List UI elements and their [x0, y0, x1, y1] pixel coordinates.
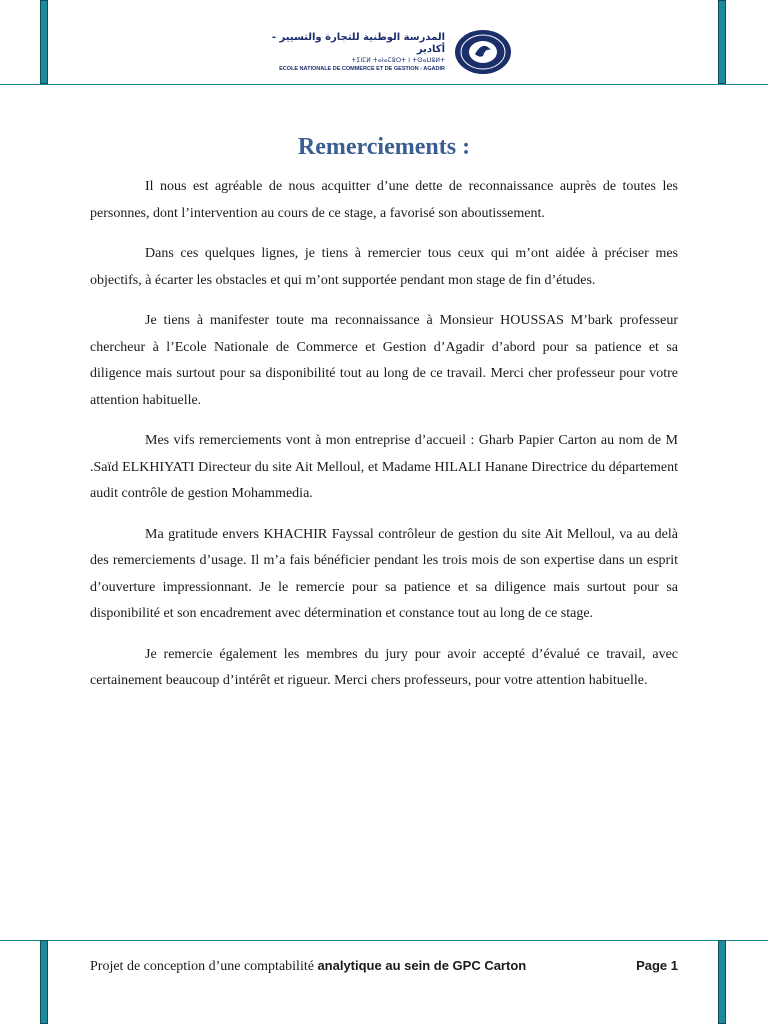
- logo-tifinagh-text: ⵜⵉⵏⵎⵍ ⵜⴰⵏⴰⵎⵓⵔⵜ ⵏ ⵜⵙⴰⵡⵓⵍⵜ: [351, 56, 445, 64]
- footer-plain-text: Projet de conception d’une comptabilité: [90, 959, 318, 974]
- paragraph-5: Ma gratitude envers KHACHIR Fayssal contrôleur de gestion du site Ait Melloul, va au delà des remerciements d’usage. Il m’a fais bénéficier pendant les trois mois de son expertise dans un esprit d’ouverture impressionnant. Je le remercie pour sa patience et sa diligence mais surtout pour sa disponibilité et son encadrement avec détermination et constance tout au long de ce stage.: [90, 526, 678, 621]
- university-seal-icon: [453, 28, 513, 76]
- bottom-left-bar: [40, 940, 48, 1024]
- header-rule: [0, 84, 768, 85]
- logo-text: [245, 32, 453, 73]
- paragraph-1: Il nous est agréable de nous acquitter d’une dette de reconnaissance auprès de toutes les personnes, dont l’intervention au cours de ce stage, a favorisé son aboutissement.: [90, 179, 678, 221]
- footer-rule: [0, 940, 768, 941]
- acknowledgements-body: [90, 174, 678, 709]
- school-logo: [245, 20, 535, 84]
- footer-project-title: [90, 958, 526, 975]
- footer-bold-text: analytique au sein de GPC Carton: [317, 958, 527, 973]
- paragraph-4: Mes vifs remerciements vont à mon entreprise d’accueil : Gharb Papier Carton au nom de M .Saïd ELKHIYATI Directeur du site Ait Melloul, et Madame HILALI Hanane Directrice du département audit contrôle de gestion Mohammedia.: [90, 433, 678, 501]
- logo-arabic-text: المدرسة الوطنية للتجارة والتسيير - أكادير: [271, 31, 445, 55]
- logo-french-text: ECOLE NATIONALE DE COMMERCE ET DE GESTION - AGADIR: [279, 65, 445, 72]
- paragraph-2: Dans ces quelques lignes, je tiens à remercier tous ceux qui m’ont aidée à préciser mes objectifs, à écarter les obstacles et qui m’ont supportée pendant mon stage de fin d’études.: [90, 246, 678, 288]
- top-left-bar: [40, 0, 48, 84]
- page-number: Page 1: [636, 958, 678, 973]
- paragraph-6: Je remercie également les membres du jury pour avoir accepté d’évalué ce travail, avec certainement beaucoup d’intérêt et rigueur. Merci chers professeurs, pour votre attention habituelle.: [90, 646, 678, 688]
- page-title: Remerciements :: [297, 134, 471, 160]
- paragraph-3: Je tiens à manifester toute ma reconnaissance à Monsieur HOUSSAS M’bark professeur chercheur à l’Ecole Nationale de Commerce et Gestion d’Agadir d’abord pour sa patience et sa diligence mais surtout pour sa disponibilité tout au long de ce travail. Merci cher professeur pour votre attention habituelle.: [90, 313, 678, 408]
- bottom-right-bar: [718, 940, 726, 1024]
- top-right-bar: [718, 0, 726, 84]
